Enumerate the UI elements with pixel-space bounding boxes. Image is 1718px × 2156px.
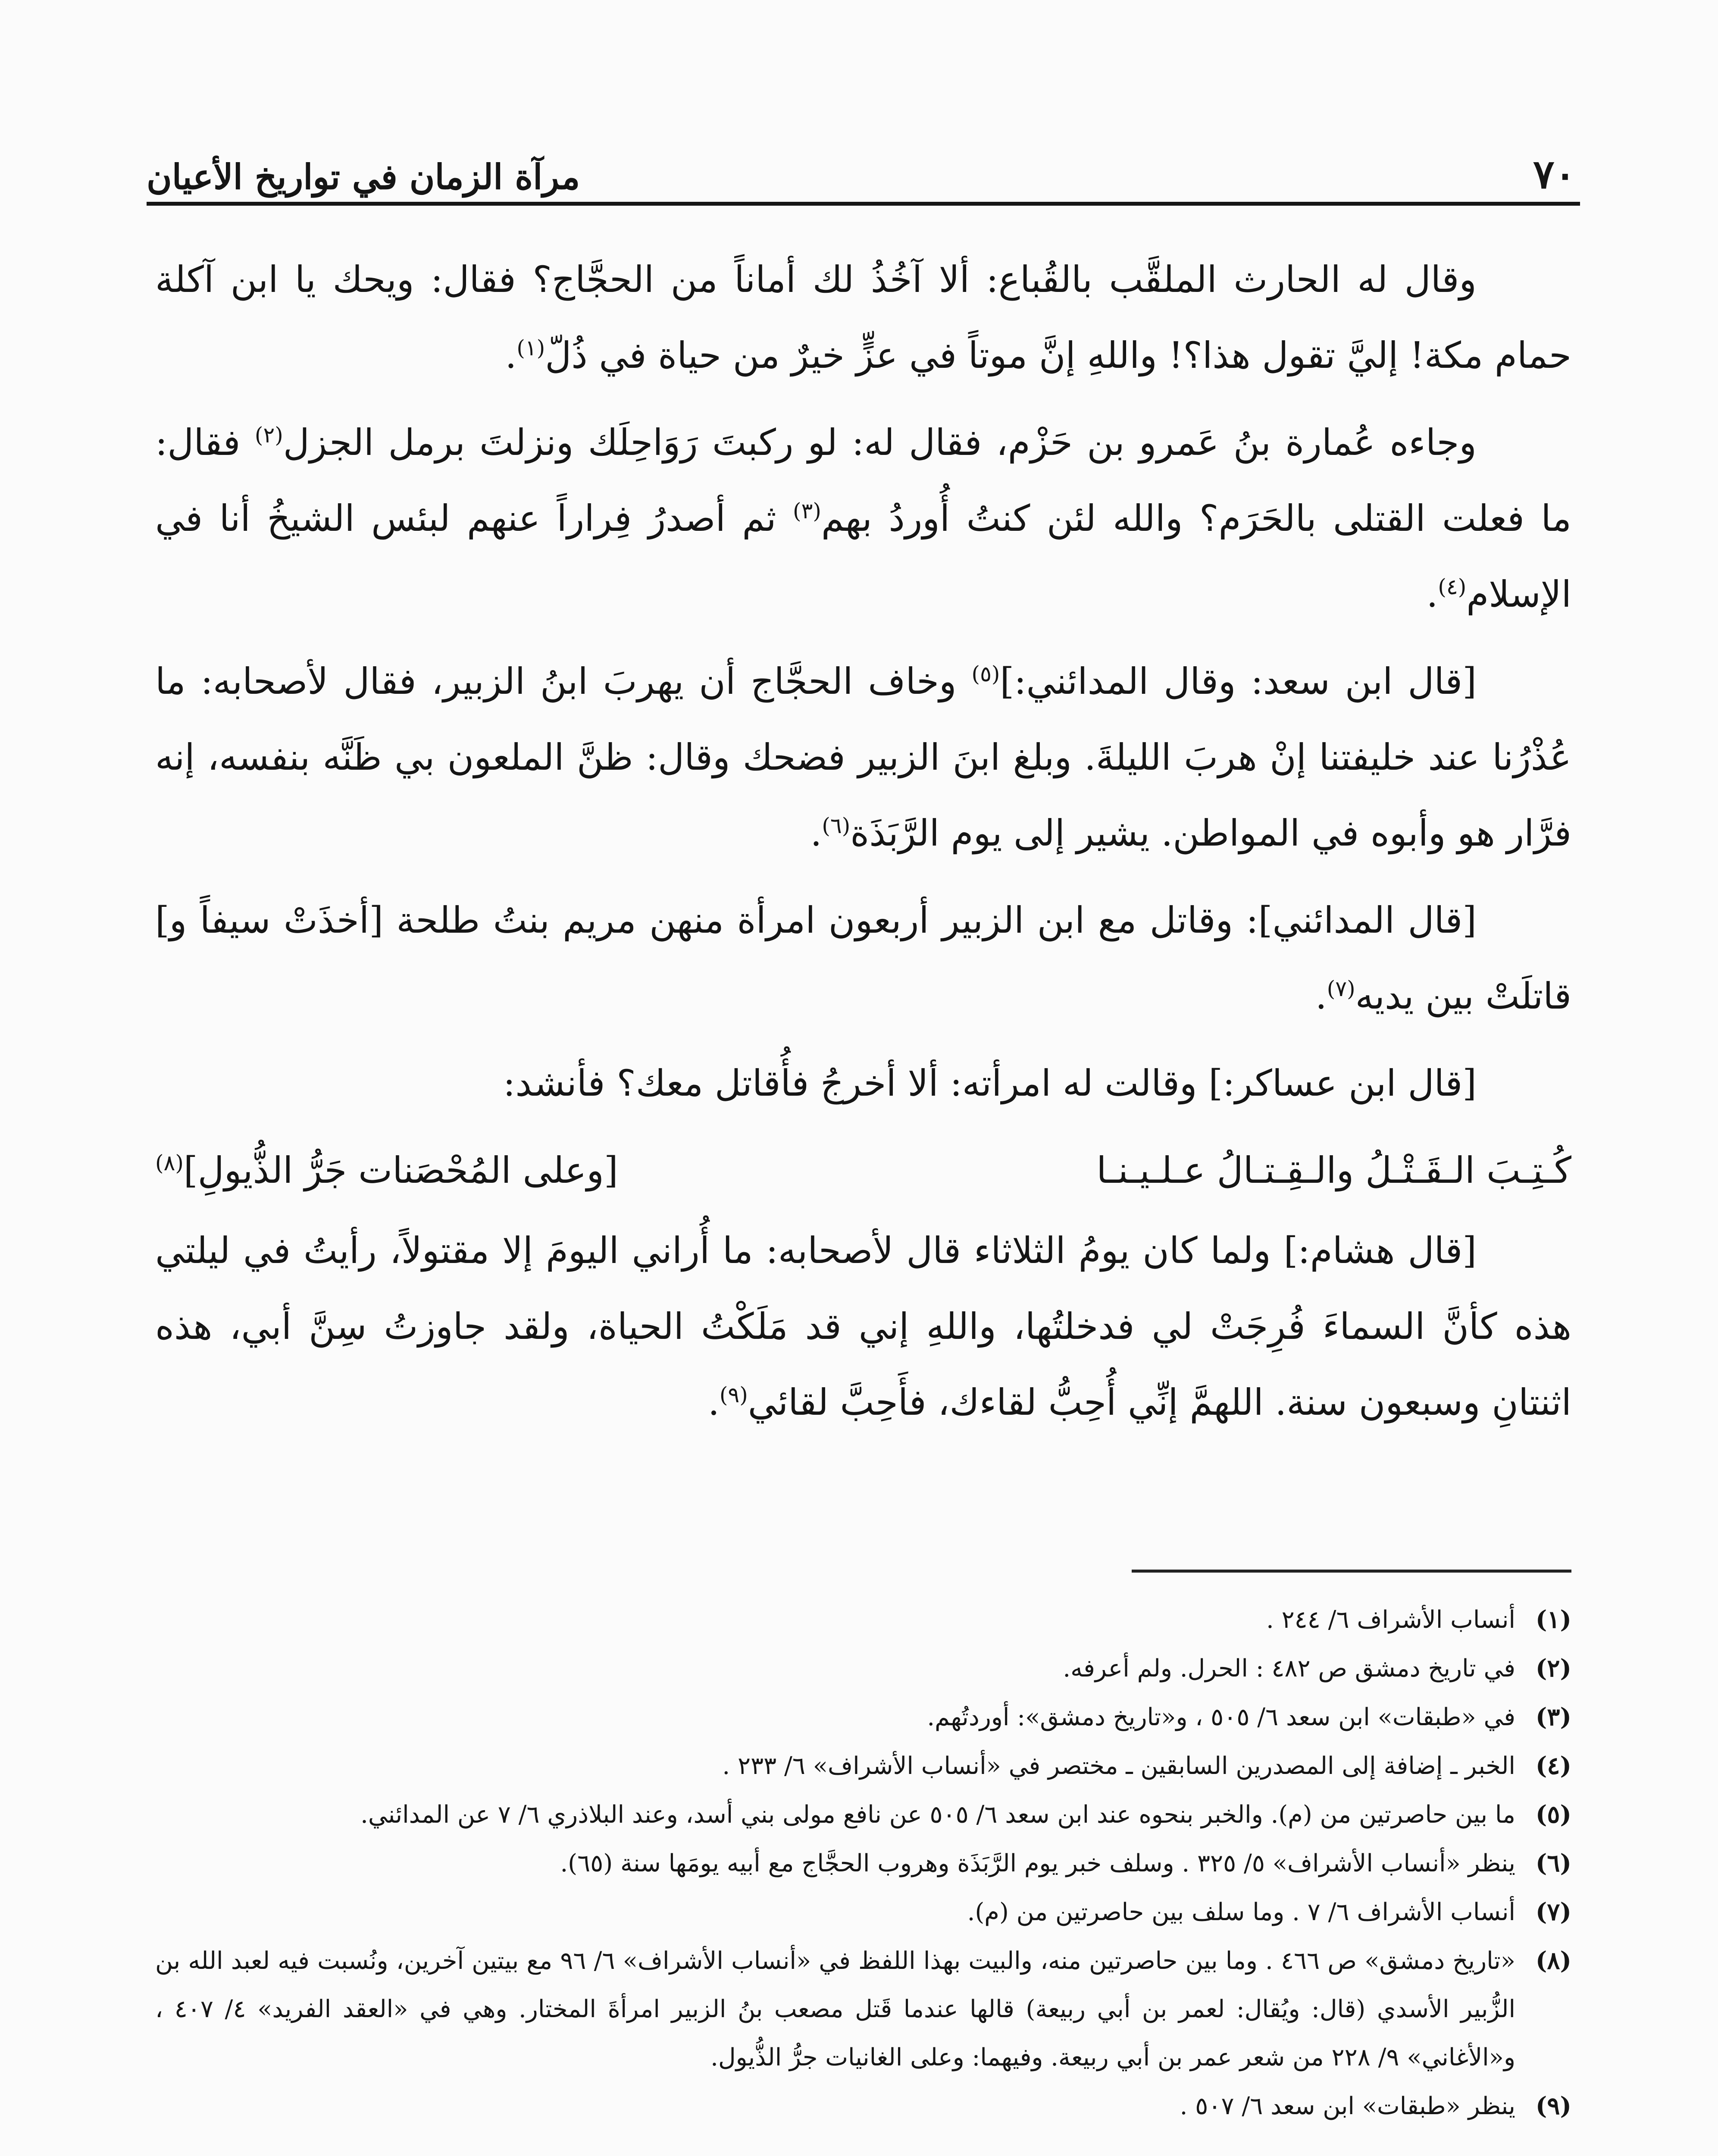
- footnote-number: (٢): [1535, 1654, 1571, 1683]
- footnote-number: (٦): [1535, 1849, 1571, 1877]
- footnote-text: أنساب الأشراف ٦/ ٢٤٤ .: [1266, 1606, 1515, 1634]
- footnote: [155, 1839, 1571, 1888]
- footnote-ref: (٣): [793, 498, 821, 523]
- footnote-number: (٥): [1535, 1800, 1571, 1829]
- paragraph-text: وخاف الحجَّاج أن يهربَ ابنُ الزبير، فقال لأصحابه: ما عُذْرُنا عند خليفتنا إنْ هربَ الليلةَ. وبلغ ابنَ الزبير فضحك وقال: ظنَّ الملعون بي ظَنَّه بنفسه، إنه فرَّار هو وأبوه في المواطن. يشير إلى يوم الرَّبَذَة: [155, 660, 1571, 854]
- poem-second-hemistich: [155, 1132, 618, 1208]
- page-number: ٧٠: [1533, 151, 1576, 197]
- footnote-text: ما بين حاصرتين من (م). والخبر بنحوه عند ابن سعد ٦/ ٥٠٥ عن نافع مولى بني أسد، وعند البلاذري ٦/ ٧ عن المدائني.: [360, 1801, 1515, 1829]
- footnote-ref: (١): [516, 335, 545, 360]
- footnote-text: الخبر ـ إضافة إلى المصدرين السابقين ـ مختصر في «أنساب الأشراف» ٦/ ٢٣٣ .: [722, 1752, 1515, 1780]
- footnote-text: في «طبقات» ابن سعد ٦/ ٥٠٥ ، و«تاريخ دمشق»: أوردتُهم.: [927, 1703, 1515, 1731]
- footnote: [155, 1644, 1571, 1693]
- footnote-text: ينظر «أنساب الأشراف» ٥/ ٣٢٥ . وسلف خبر يوم الرَّبَذَة وهروب الحجَّاج مع أبيه يومَها سنة (٦٥).: [560, 1849, 1515, 1877]
- footnote-rule: [1132, 1570, 1571, 1573]
- paragraph-end: .: [708, 1381, 720, 1423]
- footnote-ref: (٥): [971, 661, 1000, 686]
- footnote-number: (٤): [1535, 1752, 1571, 1780]
- footnote: [155, 1790, 1571, 1839]
- paragraph: [155, 882, 1571, 1034]
- footnote-number: (١): [1535, 1605, 1571, 1634]
- footnote: [155, 1742, 1571, 1790]
- footnote-ref: (٩): [719, 1382, 748, 1407]
- footnote-number: (٧): [1535, 1898, 1571, 1926]
- paragraph: [155, 1045, 1571, 1121]
- paragraph-text: [قال ابن سعد: وقال المدائني:]: [1000, 660, 1477, 702]
- header-rule: [147, 202, 1580, 206]
- poem-second-hemistich-text: [وعلى المُحْصَنات جَرُّ الذُّيولِ]: [183, 1149, 618, 1191]
- paragraph-end: .: [505, 334, 517, 376]
- paragraph-text: [قال هشام:] ولما كان يومُ الثلاثاء قال لأصحابه: ما أُراني اليومَ إلا مقتولاً، رأيتُ في ليلتي هذه كأنَّ السماءَ فُرِجَتْ لي فدخلتُها، واللهِ إني قد مَلَكْتُ الحياة، ولقد جاوزتُ سِنَّ أبي، هذه اثنتانِ وسبعون سنة. اللهمَّ إنِّي أُحِبُّ لقاءك، فأَحِبَّ لقائي: [155, 1229, 1571, 1423]
- footnote-ref: (٧): [1327, 976, 1355, 1001]
- paragraph-text: فقال: ما فعلت القتلى بالحَرَم؟ والله لئن كنتُ أُوردُ بهم: [155, 421, 1571, 539]
- footnote: [155, 1595, 1571, 1644]
- paragraph-end: .: [1315, 975, 1327, 1017]
- footnote-number: (٨): [1535, 1946, 1571, 1975]
- running-title: مرآة الزمان في تواريخ الأعيان: [147, 157, 580, 197]
- footnotes: [155, 1595, 1571, 2131]
- footnote: [155, 1888, 1571, 1937]
- footnote: [155, 1937, 1571, 2082]
- paragraph-end: .: [810, 812, 822, 854]
- footnote-ref: (٨): [155, 1150, 184, 1175]
- footnote-text: ينظر «طبقات» ابن سعد ٦/ ٥٠٧ .: [1180, 2092, 1515, 2120]
- footnote-text: أنساب الأشراف ٦/ ٧ . وما سلف بين حاصرتين من (م).: [967, 1898, 1515, 1926]
- footnote-ref: (٤): [1438, 574, 1467, 599]
- paragraph-end: .: [1426, 573, 1438, 615]
- paragraph-text: [قال ابن عساكر:] وقالت له امرأته: ألا أخرجُ فأُقاتل معك؟ فأنشد:: [503, 1062, 1477, 1104]
- footnote-ref: (٢): [254, 423, 283, 448]
- footnote: [155, 2082, 1571, 2131]
- poem-first-hemistich: كُـتِـبَ الـقَـتْـلُ والـقِـتـالُ عـلـيـنـا: [1096, 1149, 1571, 1191]
- paragraph: [155, 241, 1571, 393]
- footnote-number: (٩): [1535, 2092, 1571, 2120]
- paragraph: [155, 643, 1571, 871]
- poem-verse: [155, 1132, 1571, 1208]
- main-text: [155, 241, 1571, 1440]
- page-header: [147, 129, 1576, 197]
- footnote-text: في تاريخ دمشق ص ٤٨٢ : الحرل. ولم أعرفه.: [1063, 1655, 1515, 1683]
- paragraph: [155, 1213, 1571, 1440]
- paragraph-text: وجاءه عُمارة بنُ عَمرو بن حَزْم، فقال له: لو ركبتَ رَوَاحِلَك ونزلتَ برمل الجزل: [283, 421, 1477, 464]
- footnote-number: (٣): [1535, 1703, 1571, 1731]
- footnote-ref: (٦): [822, 813, 851, 838]
- paragraph-text: وقال له الحارث الملقَّب بالقُباع: ألا آخُذُ لك أماناً من الحجَّاج؟ فقال: ويحك يا ابن آكلة حمام مكة! إليَّ تقول هذا؟! واللهِ إنَّ موتاً في عزٍّ خيرٌ من حياة في ذُلّ: [155, 258, 1571, 376]
- footnote-text: «تاريخ دمشق» ص ٤٦٦ . وما بين حاصرتين منه، والبيت بهذا اللفظ في «أنساب الأشراف» ٦/ ٩٦ مع بيتين آخرين، ونُسبت فيه لعبد الله بن الزُّبير الأسدي (قال: ويُقال: لعمر بن أبي ربيعة) قالها عندما قَتل مصعب بنُ الزبير امرأةَ المختار. وهي في «العقد الفريد» ٤/ ٤٠٧ ، و«الأغاني» ٩/ ٢٢٨ من شعر عمر بن أبي ربيعة. وفيهما: وعلى الغانيات جرُّ الذُّيول.: [155, 1947, 1516, 2071]
- footnote: [155, 1693, 1571, 1742]
- paragraph-text: ثم أصدرُ فِراراً عنهم لبئس الشيخُ أنا في الإسلام: [155, 497, 1571, 615]
- paragraph-text: [قال المدائني]: وقاتل مع ابن الزبير أربعون امرأة منهن مريم بنتُ طلحة [أخذَتْ سيفاً و] قاتلَتْ بين يديه: [155, 899, 1571, 1017]
- paragraph: [155, 404, 1571, 632]
